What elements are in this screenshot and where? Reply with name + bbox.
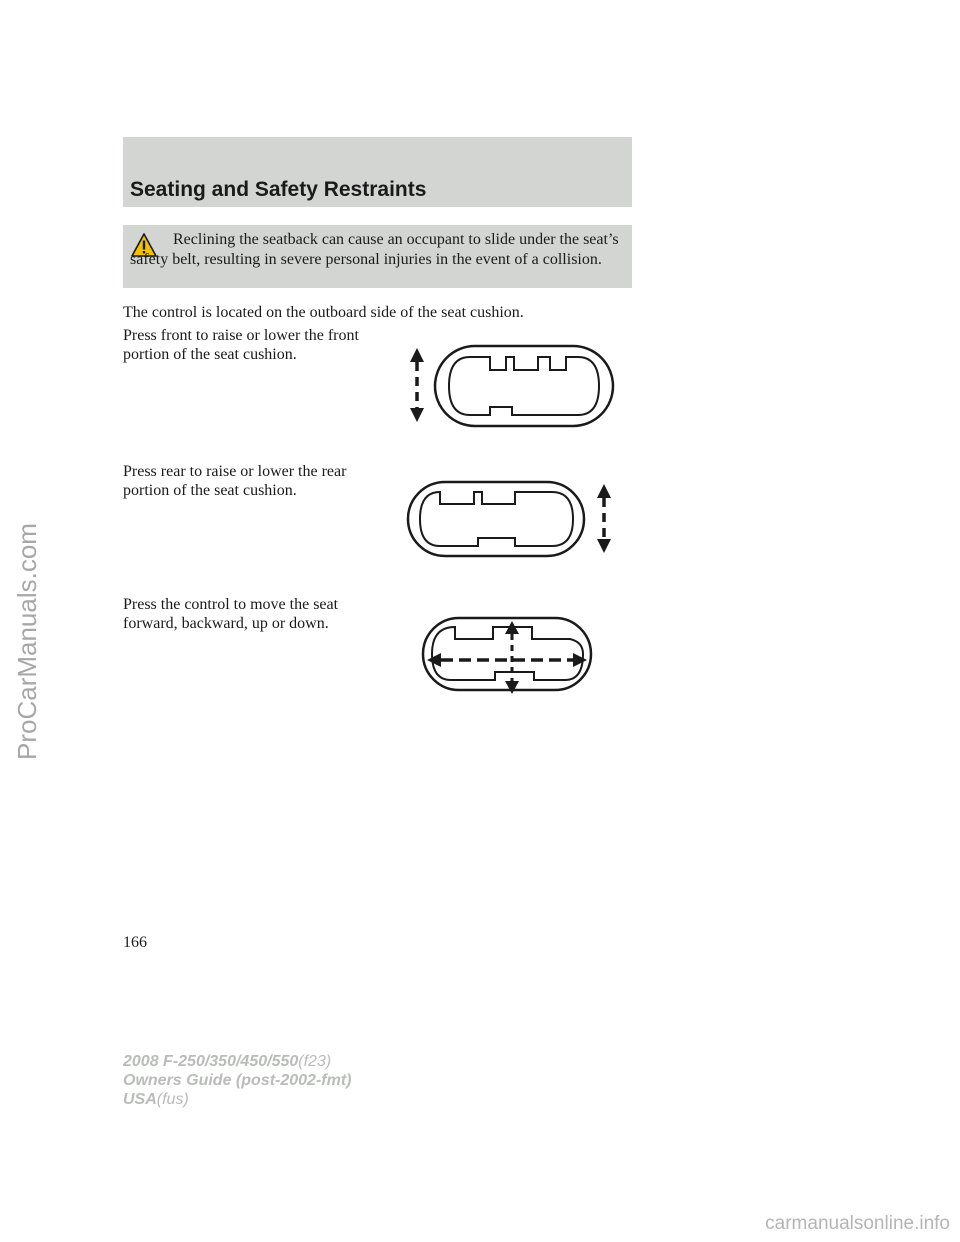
- footer-guide: Owners Guide (post-2002-fmt): [123, 1072, 352, 1089]
- bottom-watermark: carmanualsonline.info: [765, 1213, 950, 1234]
- footer-model-code: (f23): [298, 1053, 332, 1070]
- footer-model: 2008 F-250/350/450/550: [123, 1053, 299, 1070]
- rear-paragraph: Press rear to raise or lower the rear portion of the seat cushion.: [123, 463, 347, 499]
- front-up-down-arrow-icon: [410, 348, 424, 422]
- footer-region-code: (fus): [156, 1091, 189, 1108]
- front-paragraph: Press front to raise or lower the front portion of the seat cushion.: [123, 327, 359, 363]
- warning-box: [123, 225, 632, 288]
- footer-line-2: [123, 1071, 351, 1090]
- seat-control-switch-icon: [408, 482, 584, 556]
- move-control-diagram: [415, 612, 600, 697]
- move-paragraph: Press the control to move the seat forward, backward, up or down.: [123, 596, 339, 632]
- warning-text: Reclining the seatback can cause an occupant to slide under the seat’s safety belt, resulting in severe personal injuries in the event of a collision.: [130, 231, 619, 268]
- footer-line-3: [123, 1090, 351, 1109]
- rear-control-diagram: [400, 478, 620, 558]
- footer-line-1: [123, 1052, 351, 1071]
- footer: [123, 1052, 351, 1109]
- side-watermark: ProCarManuals.com: [12, 523, 42, 760]
- seat-control-switch-icon: [435, 346, 613, 426]
- page-number: 166: [123, 934, 147, 951]
- seat-control-switch-icon: [423, 618, 591, 690]
- footer-region: USA: [123, 1091, 157, 1108]
- location-paragraph: The control is located on the outboard side of the seat cushion.: [123, 304, 524, 321]
- section-title: Seating and Safety Restraints: [130, 178, 427, 201]
- rear-up-down-arrow-icon: [597, 484, 611, 553]
- front-control-diagram: [400, 340, 620, 430]
